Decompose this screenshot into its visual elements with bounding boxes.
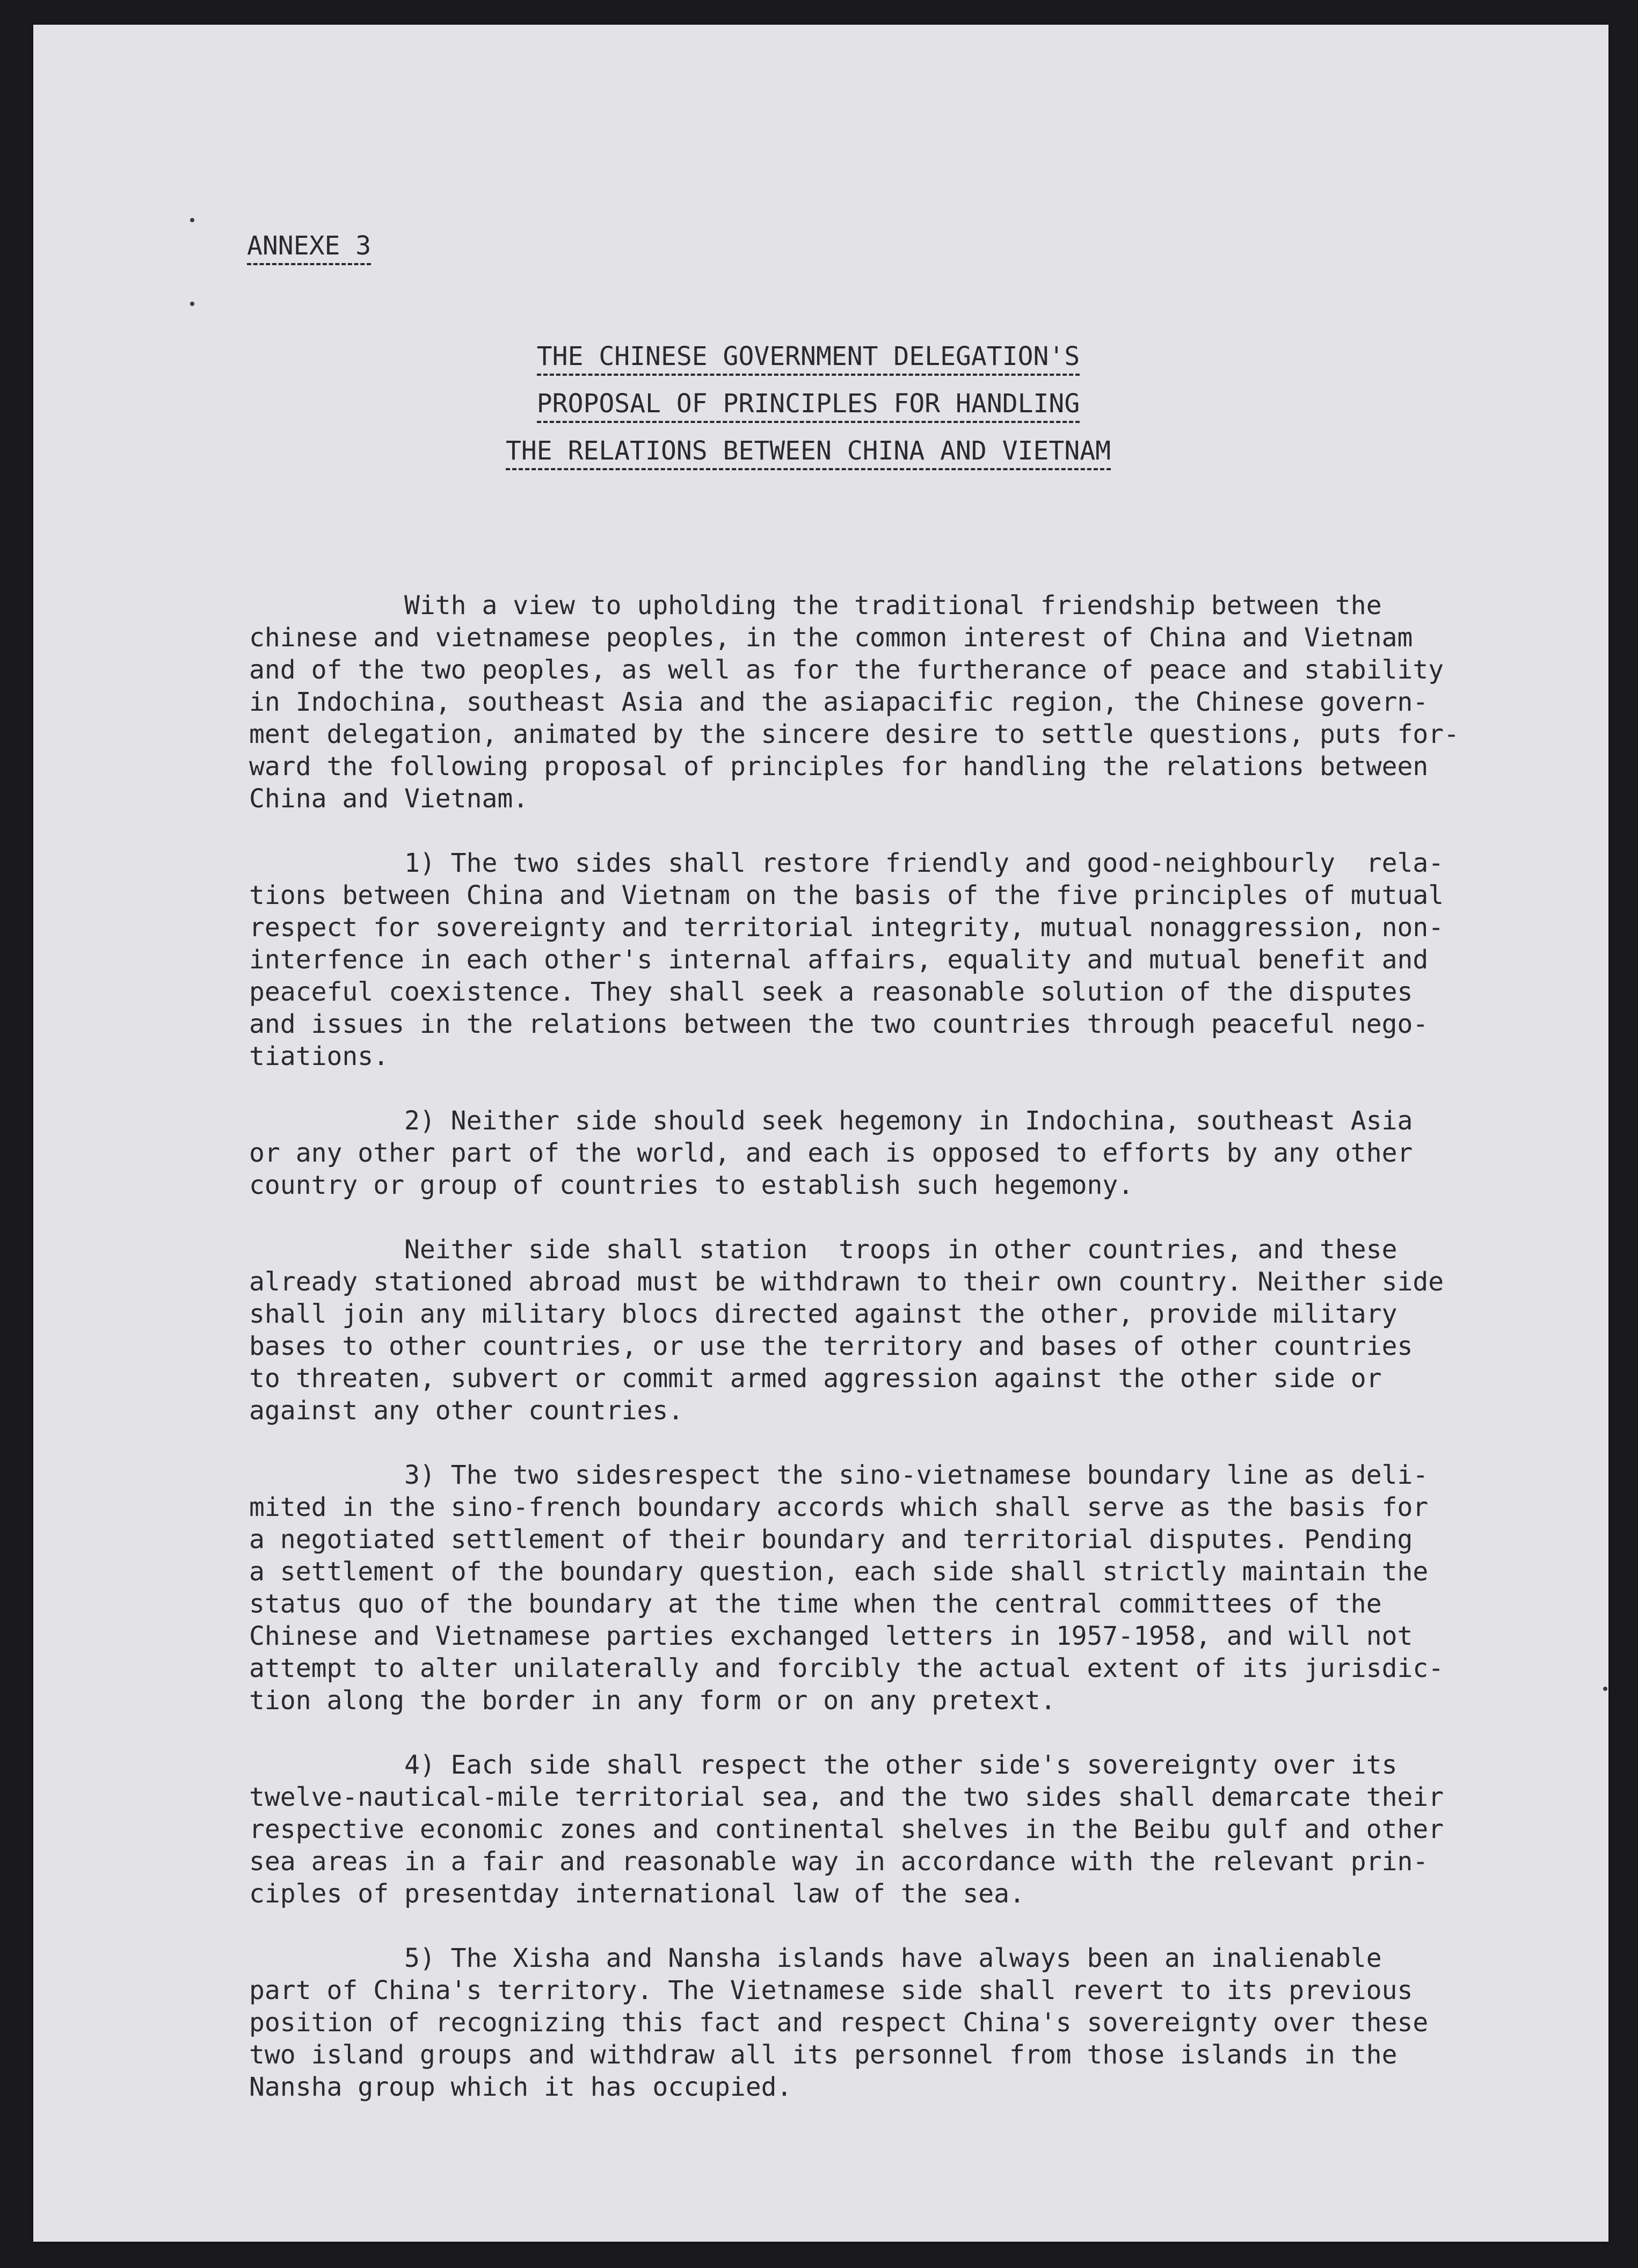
text-line: sea areas in a fair and reasonable way in accordance with the relevant prin- — [249, 1847, 1429, 1877]
text-line: tiations. — [249, 1041, 389, 1071]
title-line: THE CHINESE GOVERNMENT DELEGATION'S — [537, 340, 1080, 376]
text-line: Chinese and Vietnamese parties exchanged letters in 1957-1958, and will not — [249, 1621, 1413, 1651]
paragraph — [249, 1459, 1516, 1717]
text-line: chinese and vietnamese peoples, in the common interest of China and Vietnam — [249, 623, 1413, 653]
text-line: ciples of presentday international law of the sea. — [249, 1879, 1025, 1909]
text-line: attempt to alter unilaterally and forcibly the actual extent of its jurisdic- — [249, 1653, 1444, 1683]
text-line: or any other part of the world, and each is opposed to efforts by any other — [249, 1138, 1413, 1168]
paragraph — [249, 1942, 1516, 2103]
text-line: against any other countries. — [249, 1396, 684, 1426]
paragraph — [249, 1749, 1516, 1910]
text-line: a negotiated settlement of their boundary and territorial disputes. Pending — [249, 1525, 1413, 1555]
text-line: to threaten, subvert or commit armed aggression against the other side or — [249, 1363, 1382, 1394]
text-line: bases to other countries, or use the territory and bases of other countries — [249, 1331, 1413, 1361]
document-page — [33, 25, 1608, 2242]
text-line: interfence in each other's internal affairs, equality and mutual benefit and — [249, 945, 1429, 975]
text-line: With a view to upholding the traditional friendship between the — [249, 590, 1382, 621]
text-line: 4) Each side shall respect the other side's sovereignty over its — [249, 1750, 1397, 1780]
text-line: position of recognizing this fact and respect China's sovereignty over these — [249, 2008, 1429, 2038]
text-line: and issues in the relations between the two countries through peaceful nego- — [249, 1009, 1429, 1039]
text-line: shall join any military blocs directed against the other, provide military — [249, 1299, 1397, 1329]
text-line: mited in the sino-french boundary accords which shall serve as the basis for — [249, 1492, 1429, 1522]
margin-mark — [190, 218, 194, 222]
text-line: ward the following proposal of principles for handling the relations between — [249, 752, 1429, 782]
text-line: 1) The two sides shall restore friendly and good-neighbourly rela- — [249, 848, 1444, 878]
annex-label: ANNEXE 3 — [247, 230, 371, 265]
paragraph — [249, 1234, 1516, 1427]
document-body — [249, 589, 1516, 2135]
text-line: a settlement of the boundary question, each side shall strictly maintain the — [249, 1557, 1429, 1587]
margin-mark — [190, 302, 194, 306]
text-line: status quo of the boundary at the time when the central committees of the — [249, 1589, 1382, 1619]
text-line: and of the two peoples, as well as for the furtherance of peace and stability — [249, 655, 1444, 685]
text-line: country or group of countries to establish such hegemony. — [249, 1170, 1134, 1200]
paragraph — [249, 1105, 1516, 1201]
title-line: THE RELATIONS BETWEEN CHINA AND VIETNAM — [506, 435, 1111, 470]
text-line: Nansha group which it has occupied. — [249, 2072, 792, 2102]
text-line: tion along the border in any form or on any pretext. — [249, 1686, 1056, 1716]
paragraph — [249, 589, 1516, 815]
margin-mark — [1603, 1687, 1607, 1691]
text-line: 3) The two sidesrespect the sino-vietnamese boundary line as deli- — [249, 1460, 1429, 1490]
text-line: 5) The Xisha and Nansha islands have always been an inalienable — [249, 1943, 1382, 1973]
title-line: PROPOSAL OF PRINCIPLES FOR HANDLING — [537, 388, 1080, 423]
text-line: tions between China and Vietnam on the basis of the five principles of mutual — [249, 880, 1444, 910]
text-line: part of China's territory. The Vietnamese side shall revert to its previous — [249, 1975, 1413, 2006]
text-line: already stationed abroad must be withdrawn to their own country. Neither side — [249, 1267, 1444, 1297]
text-line: Neither side shall station troops in other countries, and these — [249, 1235, 1397, 1265]
document-title — [33, 340, 1608, 482]
text-line: China and Vietnam. — [249, 784, 529, 814]
paragraph — [249, 847, 1516, 1073]
text-line: respect for sovereignty and territorial integrity, mutual nonaggression, non- — [249, 913, 1444, 943]
text-line: twelve-nautical-mile territorial sea, and the two sides shall demarcate their — [249, 1782, 1444, 1812]
text-line: two island groups and withdraw all its personnel from those islands in the — [249, 2040, 1397, 2070]
text-line: 2) Neither side should seek hegemony in Indochina, southeast Asia — [249, 1106, 1413, 1136]
text-line: in Indochina, southeast Asia and the asiapacific region, the Chinese govern- — [249, 687, 1429, 717]
text-line: peaceful coexistence. They shall seek a reasonable solution of the disputes — [249, 977, 1413, 1007]
text-line: respective economic zones and continental shelves in the Beibu gulf and other — [249, 1814, 1444, 1844]
text-line: ment delegation, animated by the sincere desire to settle questions, puts for- — [249, 719, 1460, 749]
